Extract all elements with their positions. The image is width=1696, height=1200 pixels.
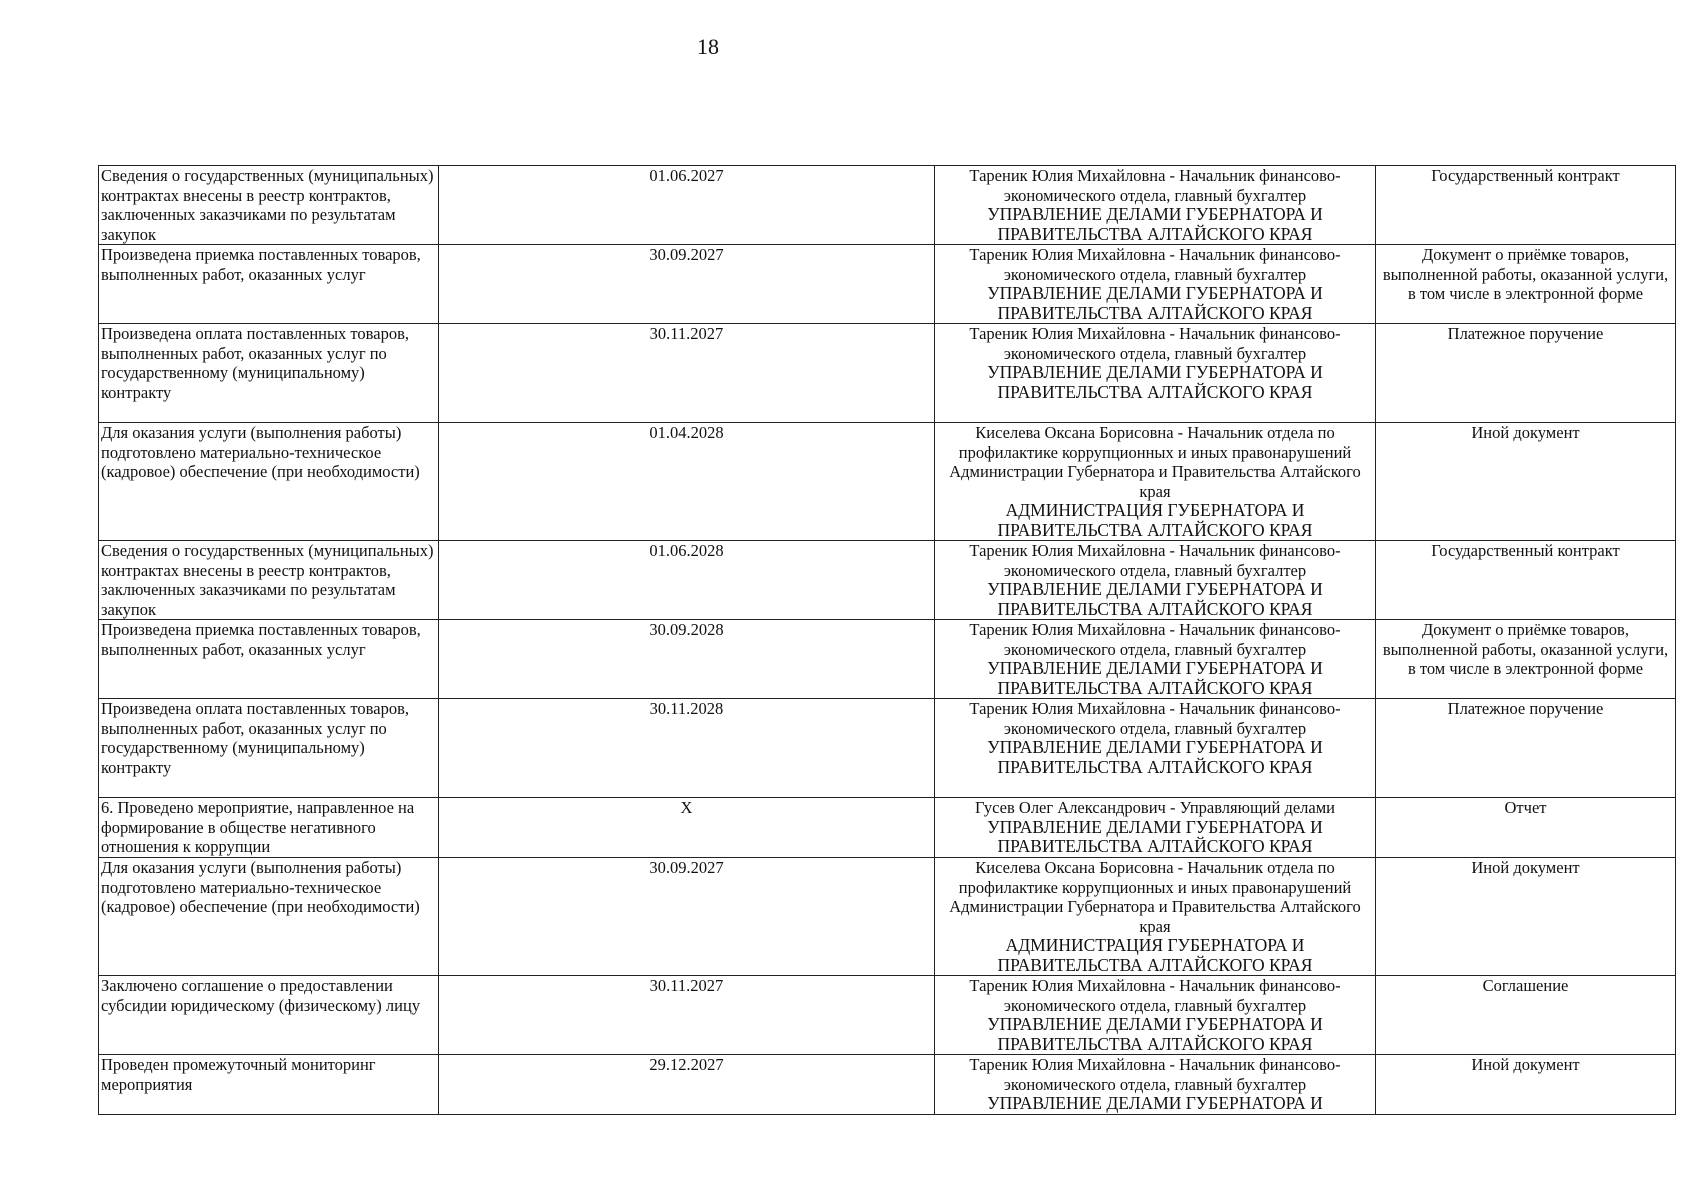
document-cell: Иной документ	[1376, 1055, 1676, 1115]
event-cell: Проведен промежуточный мониторинг мероприятия	[99, 1055, 439, 1115]
date-cell: 30.11.2027	[439, 976, 935, 1055]
date-cell: 01.04.2028	[439, 423, 935, 541]
date-cell: 30.09.2027	[439, 858, 935, 976]
responsible-person: Киселева Оксана Борисовна - Начальник отдела по профилактике коррупционных и иных правонарушений Администрации Губернатора и Правительства Алтайского края	[949, 858, 1361, 936]
document-cell: Документ о приёмке товаров, выполненной работы, оказанной услуги, в том числе в электронной форме	[1376, 620, 1676, 699]
date-cell: 30.09.2028	[439, 620, 935, 699]
responsible-organization: АДМИНИСТРАЦИЯ ГУБЕРНАТОРА И ПРАВИТЕЛЬСТВА АЛТАЙСКОГО КРАЯ	[997, 500, 1313, 540]
table-row	[99, 699, 1676, 798]
responsible-cell	[935, 699, 1376, 798]
responsible-organization: УПРАВЛЕНИЕ ДЕЛАМИ ГУБЕРНАТОРА И ПРАВИТЕЛЬСТВА АЛТАЙСКОГО КРАЯ	[987, 658, 1323, 698]
responsible-cell	[935, 245, 1376, 324]
event-cell: Произведена оплата поставленных товаров, выполненных работ, оказанных услуг по государственному (муниципальному) контракту	[99, 699, 439, 798]
responsible-organization: УПРАВЛЕНИЕ ДЕЛАМИ ГУБЕРНАТОРА И ПРАВИТЕЛЬСТВА АЛТАЙСКОГО КРАЯ	[987, 579, 1323, 619]
table-row	[99, 858, 1676, 976]
document-cell: Иной документ	[1376, 858, 1676, 976]
date-cell: 30.11.2027	[439, 324, 935, 423]
table-row	[99, 324, 1676, 423]
document-cell: Соглашение	[1376, 976, 1676, 1055]
responsible-cell	[935, 858, 1376, 976]
document-cell: Платежное поручение	[1376, 699, 1676, 798]
event-cell: Произведена приемка поставленных товаров, выполненных работ, оказанных услуг	[99, 245, 439, 324]
document-cell: Государственный контракт	[1376, 541, 1676, 620]
event-cell: Заключено соглашение о предоставлении субсидии юридическому (физическому) лицу	[99, 976, 439, 1055]
date-cell: 30.09.2027	[439, 245, 935, 324]
responsible-organization: УПРАВЛЕНИЕ ДЕЛАМИ ГУБЕРНАТОРА И ПРАВИТЕЛЬСТВА АЛТАЙСКОГО КРАЯ	[987, 816, 1323, 856]
event-cell: Произведена оплата поставленных товаров, выполненных работ, оказанных услуг по государственному (муниципальному) контракту	[99, 324, 439, 423]
responsible-person: Тареник Юлия Михайловна - Начальник финансово-экономического отдела, главный бухгалтер	[969, 620, 1341, 659]
responsible-person: Тареник Юлия Михайловна - Начальник финансово-экономического отдела, главный бухгалтер	[969, 976, 1341, 1015]
page-number: 18	[697, 34, 719, 59]
responsible-organization: УПРАВЛЕНИЕ ДЕЛАМИ ГУБЕРНАТОРА И ПРАВИТЕЛЬСТВА АЛТАЙСКОГО КРАЯ	[987, 204, 1323, 244]
responsible-organization: УПРАВЛЕНИЕ ДЕЛАМИ ГУБЕРНАТОРА И ПРАВИТЕЛЬСТВА АЛТАЙСКОГО КРАЯ	[987, 283, 1323, 323]
document-cell: Документ о приёмке товаров, выполненной работы, оказанной услуги, в том числе в электронной форме	[1376, 245, 1676, 324]
responsible-organization: УПРАВЛЕНИЕ ДЕЛАМИ ГУБЕРНАТОРА И ПРАВИТЕЛЬСТВА АЛТАЙСКОГО КРАЯ	[987, 737, 1323, 777]
responsible-cell	[935, 324, 1376, 423]
event-cell: Сведения о государственных (муниципальных) контрактах внесены в реестр контрактов, заключенных заказчиками по результатам закупок	[99, 166, 439, 245]
table-row	[99, 798, 1676, 858]
date-cell: 30.11.2028	[439, 699, 935, 798]
table-row	[99, 166, 1676, 245]
responsible-organization: УПРАВЛЕНИЕ ДЕЛАМИ ГУБЕРНАТОРА И	[987, 1093, 1323, 1113]
date-cell: 01.06.2027	[439, 166, 935, 245]
responsible-person: Тареник Юлия Михайловна - Начальник финансово-экономического отдела, главный бухгалтер	[969, 541, 1341, 580]
responsible-person: Тареник Юлия Михайловна - Начальник финансово-экономического отдела, главный бухгалтер	[969, 1055, 1341, 1094]
responsible-person: Тареник Юлия Михайловна - Начальник финансово-экономического отдела, главный бухгалтер	[969, 699, 1341, 738]
table-row	[99, 1055, 1676, 1115]
table-row	[99, 245, 1676, 324]
responsible-person: Тареник Юлия Михайловна - Начальник финансово-экономического отдела, главный бухгалтер	[969, 166, 1341, 205]
document-cell: Иной документ	[1376, 423, 1676, 541]
responsible-cell	[935, 798, 1376, 858]
responsible-person: Тареник Юлия Михайловна - Начальник финансово-экономического отдела, главный бухгалтер	[969, 324, 1341, 363]
event-cell: Для оказания услуги (выполнения работы) подготовлено материально-техническое (кадровое) обеспечение (при необходимости)	[99, 858, 439, 976]
table-row	[99, 423, 1676, 541]
responsible-cell	[935, 541, 1376, 620]
responsible-organization: АДМИНИСТРАЦИЯ ГУБЕРНАТОРА И ПРАВИТЕЛЬСТВА АЛТАЙСКОГО КРАЯ	[997, 935, 1313, 975]
responsible-organization: УПРАВЛЕНИЕ ДЕЛАМИ ГУБЕРНАТОРА И ПРАВИТЕЛЬСТВА АЛТАЙСКОГО КРАЯ	[987, 362, 1323, 402]
table-row	[99, 620, 1676, 699]
responsible-cell	[935, 166, 1376, 245]
document-cell: Платежное поручение	[1376, 324, 1676, 423]
table-row	[99, 976, 1676, 1055]
table-row	[99, 541, 1676, 620]
date-cell: 29.12.2027	[439, 1055, 935, 1115]
responsible-person: Гусев Олег Александрович - Управляющий делами	[974, 798, 1335, 817]
document-cell: Государственный контракт	[1376, 166, 1676, 245]
responsible-cell	[935, 620, 1376, 699]
event-cell: 6. Проведено мероприятие, направленное на формирование в обществе негативного отношения к коррупции	[99, 798, 439, 858]
responsible-cell	[935, 1055, 1376, 1115]
responsible-organization: УПРАВЛЕНИЕ ДЕЛАМИ ГУБЕРНАТОРА И ПРАВИТЕЛЬСТВА АЛТАЙСКОГО КРАЯ	[987, 1014, 1323, 1054]
event-cell: Произведена приемка поставленных товаров, выполненных работ, оказанных услуг	[99, 620, 439, 699]
responsible-person: Киселева Оксана Борисовна - Начальник отдела по профилактике коррупционных и иных правонарушений Администрации Губернатора и Правительства Алтайского края	[949, 423, 1361, 501]
date-cell: 01.06.2028	[439, 541, 935, 620]
document-cell: Отчет	[1376, 798, 1676, 858]
event-cell: Сведения о государственных (муниципальных) контрактах внесены в реестр контрактов, заключенных заказчиками по результатам закупок	[99, 541, 439, 620]
responsible-cell	[935, 423, 1376, 541]
responsible-person: Тареник Юлия Михайловна - Начальник финансово-экономического отдела, главный бухгалтер	[969, 245, 1341, 284]
event-cell: Для оказания услуги (выполнения работы) подготовлено материально-техническое (кадровое) обеспечение (при необходимости)	[99, 423, 439, 541]
plan-table	[98, 165, 1676, 1115]
date-cell: X	[439, 798, 935, 858]
responsible-cell	[935, 976, 1376, 1055]
